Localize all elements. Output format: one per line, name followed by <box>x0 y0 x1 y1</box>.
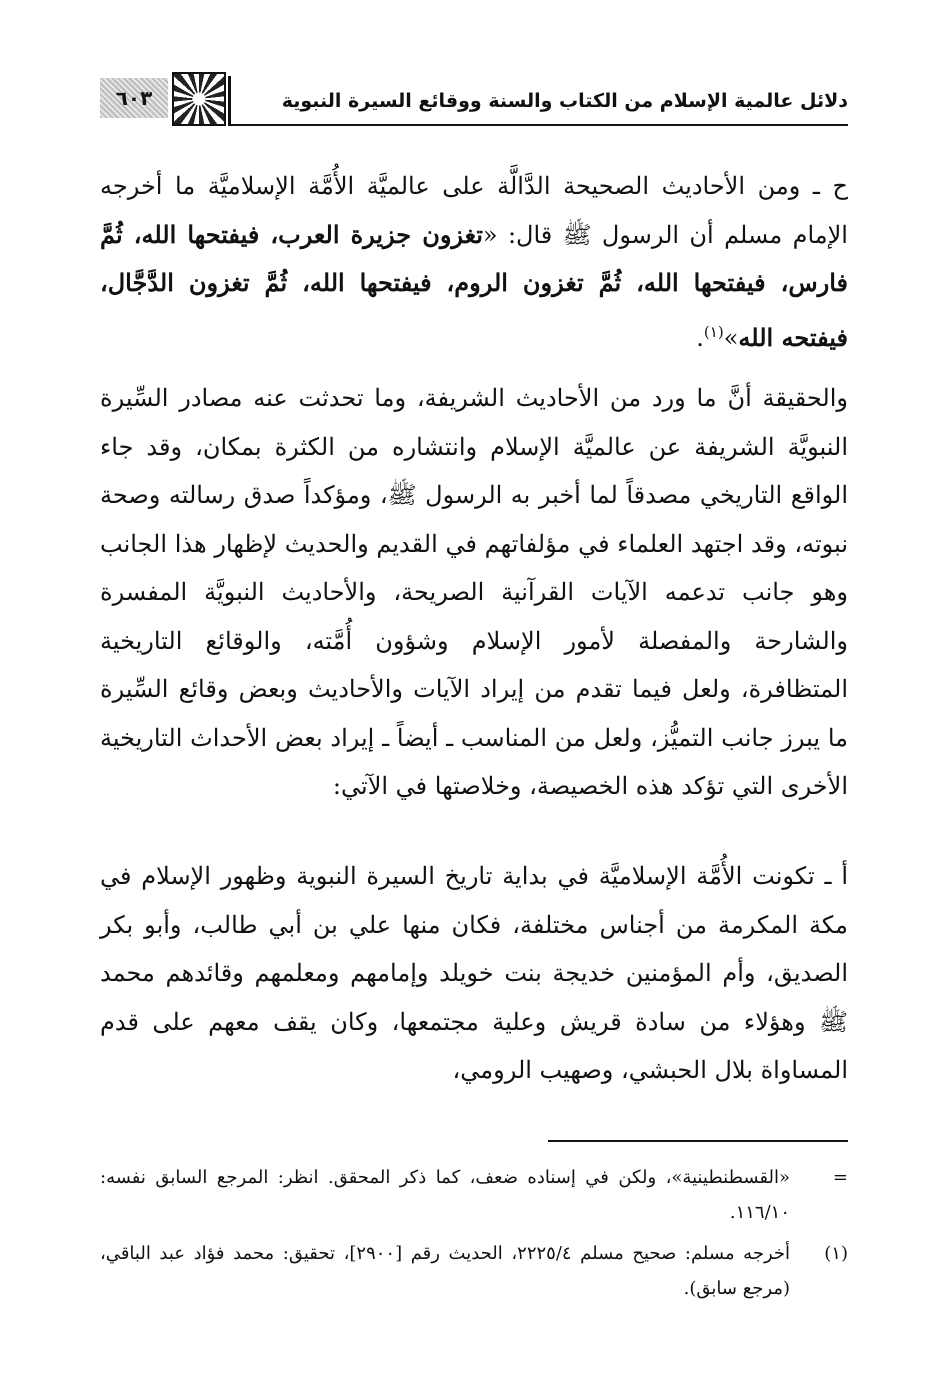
footnote-ref[interactable]: (١) <box>703 322 724 341</box>
footnote-text: أخرجه مسلم: صحيح مسلم ٢٢٢٥/٤، الحديث رقم [٢٩٠٠]، تحقيق: محمد فؤاد عبد الباقي، (مرجع سابق). <box>100 1243 791 1299</box>
footnote-separator <box>548 1140 848 1142</box>
header-rule <box>230 124 848 126</box>
footnote-text: «القسطنطينية»، ولكن في إسناده ضعف، كما ذكر المحقق. انظر: المرجع السابق نفسه: ١١٦/١٠. <box>100 1167 790 1223</box>
footnote-marker: = <box>832 1167 848 1188</box>
footnote-continued <box>100 1160 848 1230</box>
quote-close: » <box>723 323 739 352</box>
running-header <box>100 72 848 126</box>
ornament-icon <box>172 72 226 126</box>
page-number: ٦٠٣ <box>100 78 168 118</box>
footnotes <box>100 1160 848 1306</box>
paragraph-end: . <box>696 323 704 352</box>
running-title: دلائل عالمية الإسلام من الكتاب والسنة ووقائع السيرة النبوية <box>281 90 848 112</box>
paragraph-alif-text: أ ـ تكونت الأُمَّة الإسلاميَّة في بداية تاريخ السيرة النبوية وظهور الإسلام في مكة المكرمة من أجناس مختلفة، فكان منها علي بن أبي طالب، وأبو بكر الصديق، وأم المؤمنين خديجة بنت خويلد وإمامهم ومعلمهم وقائدهم محمد ﷺ وهؤلاء من سادة قريش وعلية مجتمعها، وكان يقف معهم على قدم المساواة بلال الحبشي، وصهيب الرومي، <box>100 862 848 1084</box>
paragraph-reality <box>100 374 848 811</box>
footnote-1 <box>100 1236 848 1306</box>
header-divider <box>228 76 231 126</box>
paragraph-hadith <box>100 162 848 362</box>
footnote-marker: (١) <box>824 1243 848 1264</box>
paragraph-reality-text: والحقيقة أنَّ ما ورد من الأحاديث الشريفة، وما تحدثت عنه مصادر السِّيرة النبويَّة الشريفة عن عالميَّة الإسلام وانتشاره من الكثرة بمكان، وقد جاء الواقع التاريخي مصدقاً لما أخبر به الرسول ﷺ، ومؤكداً صدق رسالته وصحة نبوته، وقد اجتهد العلماء في مؤلفاتهم في القديم والحديث لإظهار هذا الجانب وهو جانب تدعمه الآيات القرآنية الصريحة، والأحاديث النبويَّة المفسرة والشارحة والمفصلة لأمور الإسلام وشؤون أُمَّته، والوقائع التاريخية المتظافرة، ولعل فيما تقدم من إيراد الآيات والأحاديث وبعض وقائع السِّيرة ما يبرز جانب التميُّز، ولعل من المناسب ـ أيضاً ـ إيراد بعض الأحداث التاريخية الأخرى التي تؤكد هذه الخصيصة، وخلاصتها في الآتي: <box>100 384 848 800</box>
paragraph-alif <box>100 852 848 1095</box>
hadith-quote: تغزون جزيرة العرب، فيفتحها الله، ثُمَّ فارس، فيفتحها الله، ثُمَّ تغزون الروم، فيفتحها الله، ثُمَّ تغزون الدَّجَّال، فيفتحه الله <box>100 219 848 352</box>
paragraph-hadith-intro: ح ـ ومن الأحاديث الصحيحة الدَّالَّة على عالميَّة الأُمَّة الإسلاميَّة ما أخرجه الإمام مسلم أن الرسول ﷺ قال: « <box>100 172 848 249</box>
